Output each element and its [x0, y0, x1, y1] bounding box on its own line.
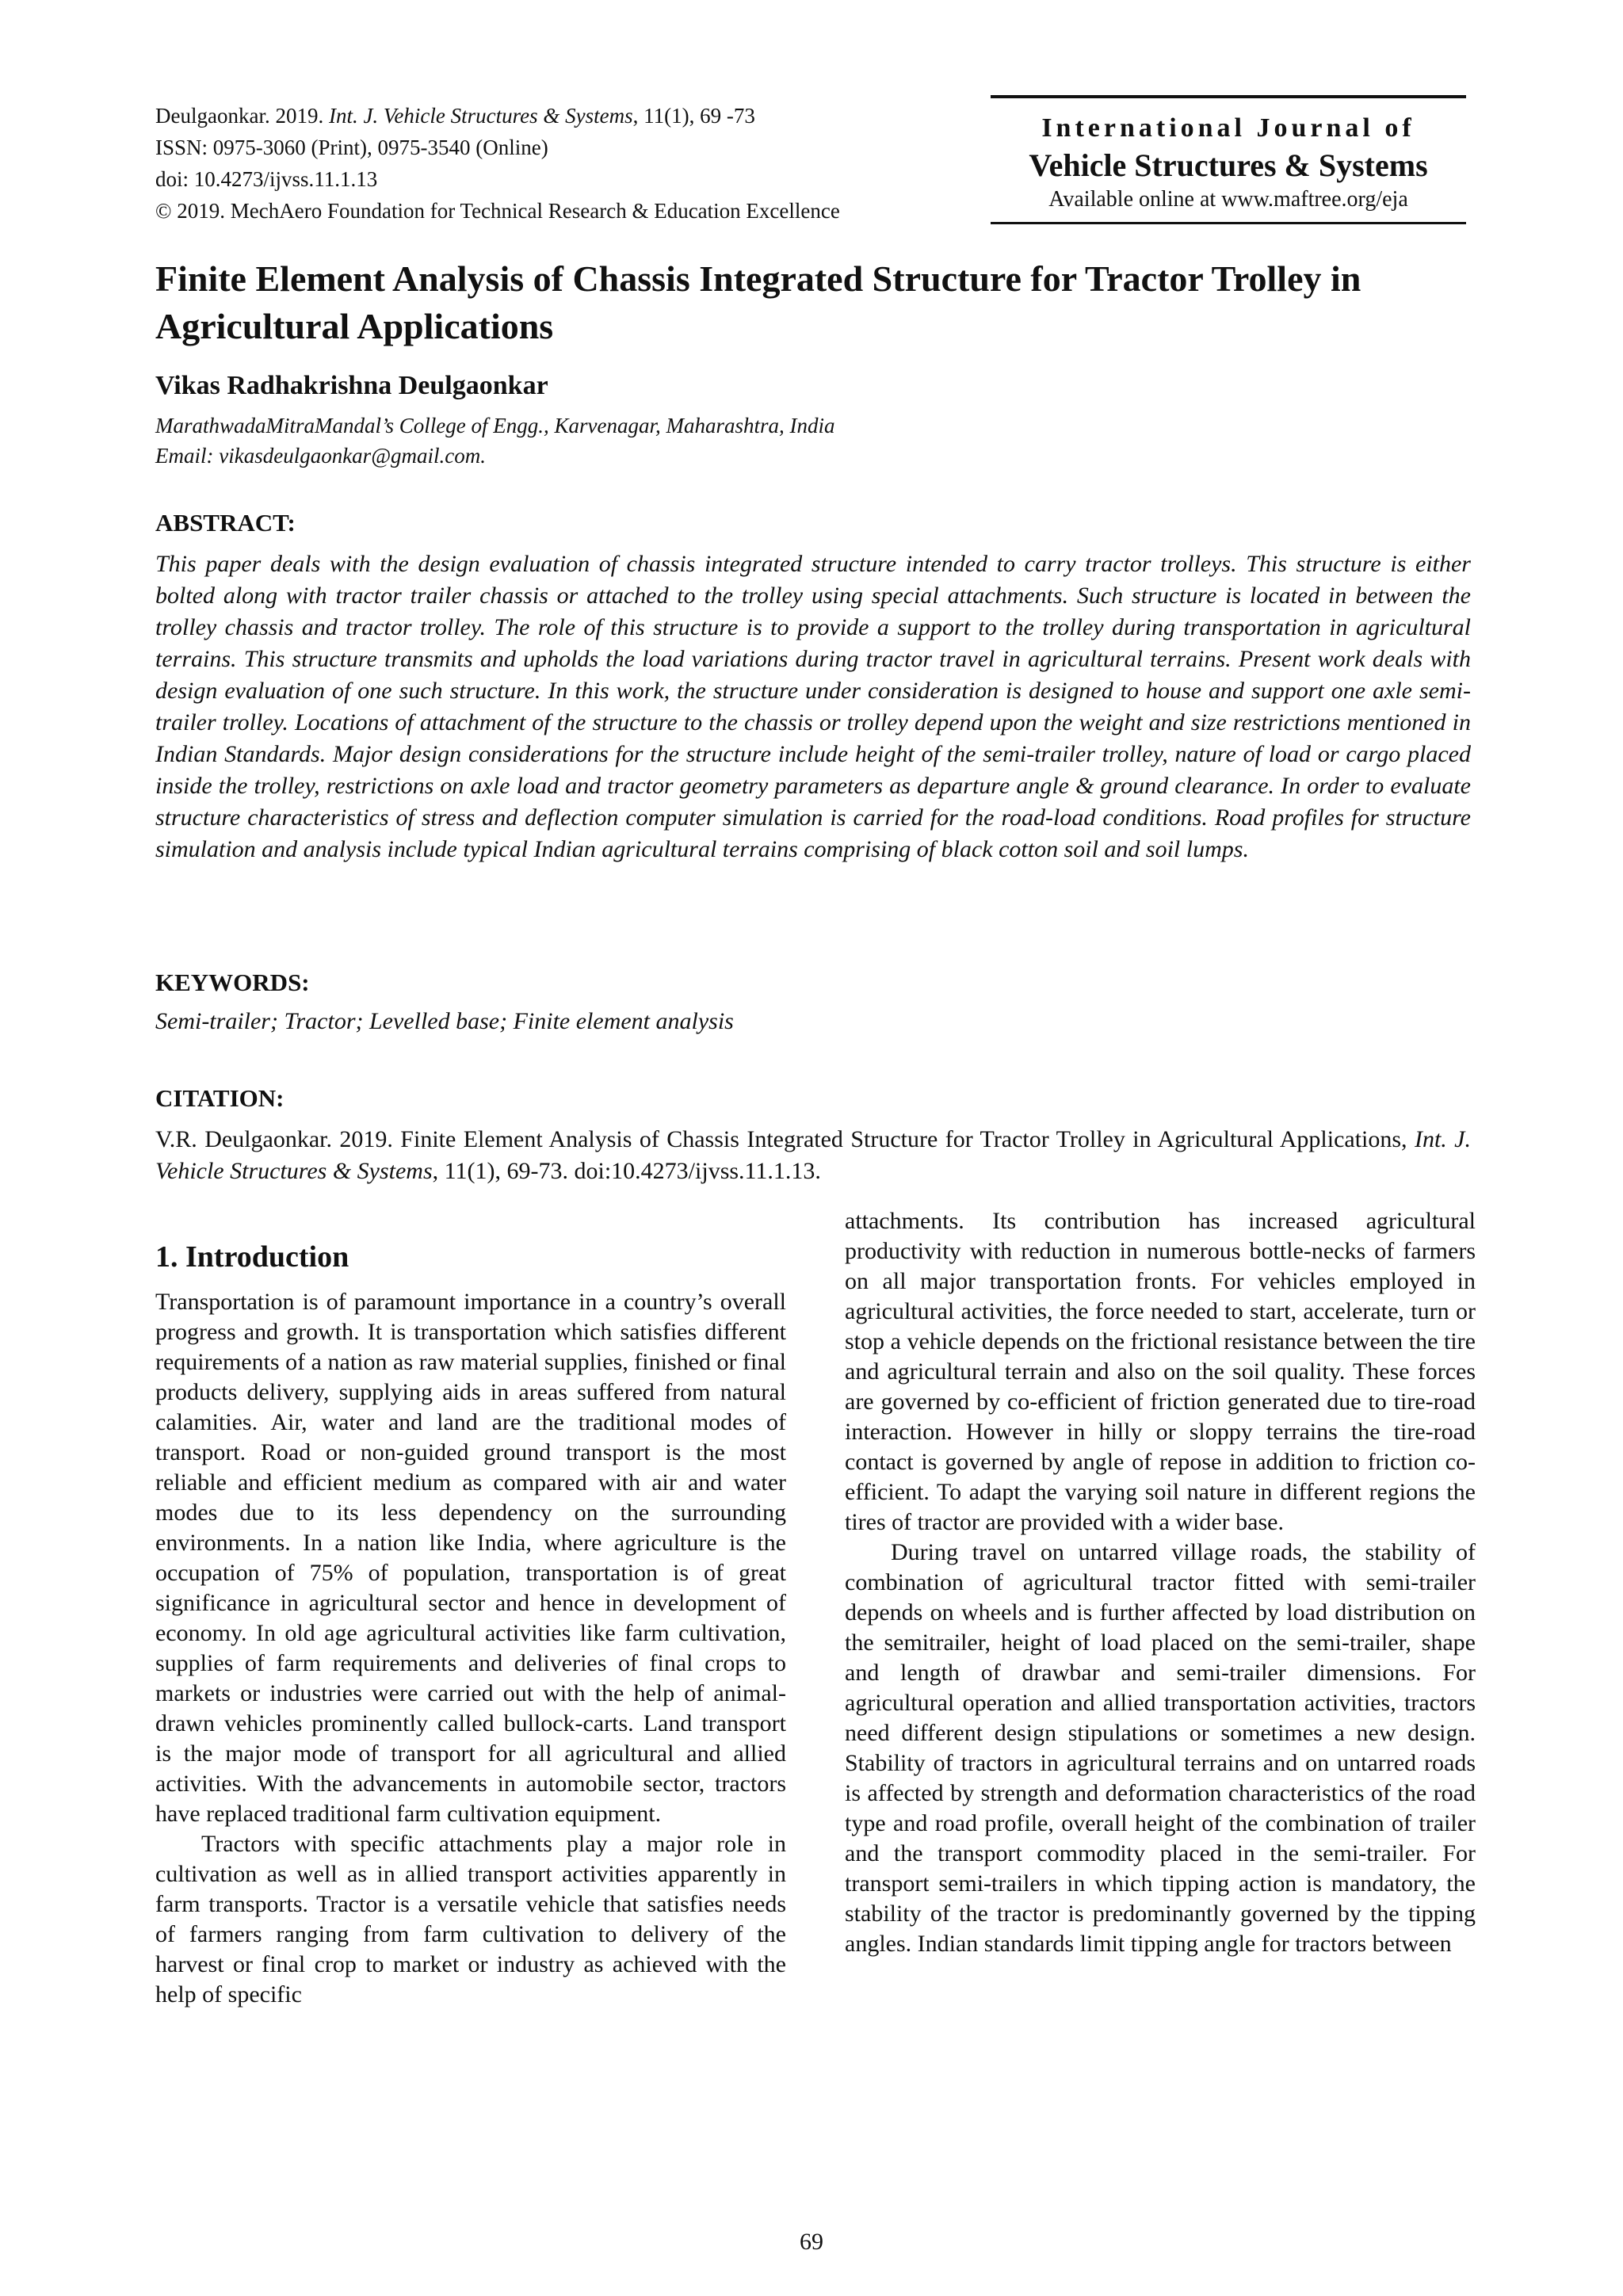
banner-top-rule [991, 95, 1466, 98]
abstract-text: This paper deals with the design evaluation of chassis integrated structure intended to carry tractor trolleys. This structure is either bolted along with tractor trailer chassis or attached to the trolley using special attachments. Such structure is located in between the trolley chassis and tractor trolley. The role of this structure is to provide a support to the trolley during transportation in agricultural terrains. This structure transmits and upholds the load variations during tractor travel in agricultural terrains. Present work deals with design evaluation of one such structure. In this work, the structure under consideration is designed to house and support one axle semi-trailer trolley. Locations of attachment of the structure to the chassis or trolley depend upon the weight and size restrictions mentioned in Indian Standards. Major design considerations for the structure include height of the semi-trailer trolley, nature of load or cargo placed inside the trolley, restrictions on axle load and tractor geometry parameters as departure angle & ground clearance. In order to evaluate structure characteristics of stress and deflection computer simulation is carried for the road-load conditions. Road profiles for structure simulation and analysis include typical Indian agricultural terrains comprising of black cotton soil and soil lumps. [155, 551, 1471, 862]
header-issn: ISSN: 0975-3060 (Print), 0975-3540 (Online) [155, 136, 548, 159]
author-email: Email: vikasdeulgaonkar@gmail.com. [155, 444, 487, 468]
left-column [155, 1238, 786, 2010]
banner-bottom-rule [991, 222, 1466, 224]
journal-banner [991, 95, 1466, 224]
citation-header [155, 100, 987, 227]
journal-name-line1: International Journal of [1041, 113, 1415, 143]
citation-text: V.R. Deulgaonkar. 2019. Finite Element Analysis of Chassis Integrated Structure for Tractor Trolley in Agricultural Applications, Int. J. Vehicle Structures & Systems, 11(1), 69-73. doi:10.4273/ijvss.11.1.13. [155, 1126, 1471, 1184]
abstract-heading: ABSTRACT: [155, 509, 296, 537]
journal-name-line2: Vehicle Structures & Systems [1029, 147, 1428, 183]
affiliation-line: MarathwadaMitraMandal’s College of Engg., Karvenagar, Maharashtra, India [155, 414, 835, 437]
page-number: 69 [800, 2229, 823, 2255]
header-doi: doi: 10.4273/ijvss.11.1.13 [155, 167, 378, 191]
intro-paragraph-2: Tractors with specific attachments play a major role in cultivation as well as in allied transport activities apparently in farm transports. Tractor is a versatile vehicle that satisfies needs of farmers ranging from farm cultivation to delivery of the harvest or final crop to market or industry as achieved with the help of specific [155, 1831, 786, 2008]
author-name: Vikas Radhakrishna Deulgaonkar [155, 371, 548, 400]
section-heading-introduction: 1. Introduction [155, 1240, 349, 1274]
citation-heading: CITATION: [155, 1084, 285, 1112]
author-affiliation [155, 411, 835, 471]
intro-paragraph-1: Transportation is of paramount importance in a country’s overall progress and growth. It is transportation which satisfies different requirements of a nation as raw material supplies, finished or final products delivery, supplying aids in areas suffered from natural calamities. Air, water and land are the traditional modes of transport. Road or non-guided ground transport is the most reliable and efficient medium as compared with air and water modes due to its less dependency on the surrounding environments. In a nation like India, where agriculture is the occupation of 75% of population, transportation is of great significance in agricultural sector and hence in development of economy. In old age agricultural activities like farm cultivation, supplies of farm requirements and deliveries of final crops to markets or industries were carried out with the help of animal-drawn vehicles prominently called bullock-carts. Land transport is the major mode of transport for all agricultural and allied activities. With the advancements in automobile sector, tractors have replaced traditional farm cultivation equipment. [155, 1289, 786, 1827]
intro-paragraph-3: attachments. Its contribution has increased agricultural productivity with reduction in numerous bottle-necks of farmers on all major transportation fronts. For vehicles employed in agricultural activities, the force needed to start, accelerate, turn or stop a vehicle depends on the frictional resistance between the tire and agricultural terrain and also on the soil quality. These forces are governed by co-efficient of friction generated due to tire-road interaction. However in hilly or sloppy terrains the tire-road contact is governed by angle of repose in addition to friction co-efficient. To adapt the varying soil nature in different regions the tires of tractor are provided with a wider base. [845, 1208, 1476, 1535]
keywords-heading: KEYWORDS: [155, 968, 310, 996]
intro-paragraph-4: During travel on untarred village roads, the stability of combination of agricultural tractor fitted with semi-trailer depends on wheels and is further affected by load distribution on the semitrailer, height of load placed on the semi-trailer, shape and length of drawbar and semi-trailer dimensions. For agricultural operation and allied transportation activities, tractors need different design stipulations or sometimes a new design. Stability of tractors in agricultural terrains and on untarred roads is affected by strength and deformation characteristics of the road type and road profile, overall height of the combination of trailer and the transport commodity placed in the semi-trailer. For transport semi-trailers in which tipping action is mandatory, the stability of the tractor is predominantly governed by the tipping angles. Indian standards limit tipping angle for tractors between [845, 1539, 1476, 1957]
journal-availability: Available online at www.maftree.org/eja [1048, 187, 1408, 212]
right-column [845, 1206, 1476, 1959]
paper-title: Finite Element Analysis of Chassis Integrated Structure for Tractor Trolley in Agricultural Applications [155, 258, 1361, 346]
keywords-text: Semi-trailer; Tractor; Levelled base; Finite element analysis [155, 1008, 734, 1034]
header-citation-line: Deulgaonkar. 2019. Int. J. Vehicle Structures & Systems, 11(1), 69 -73 [155, 104, 755, 128]
header-copyright: © 2019. MechAero Foundation for Technical Research & Education Excellence [155, 199, 840, 223]
